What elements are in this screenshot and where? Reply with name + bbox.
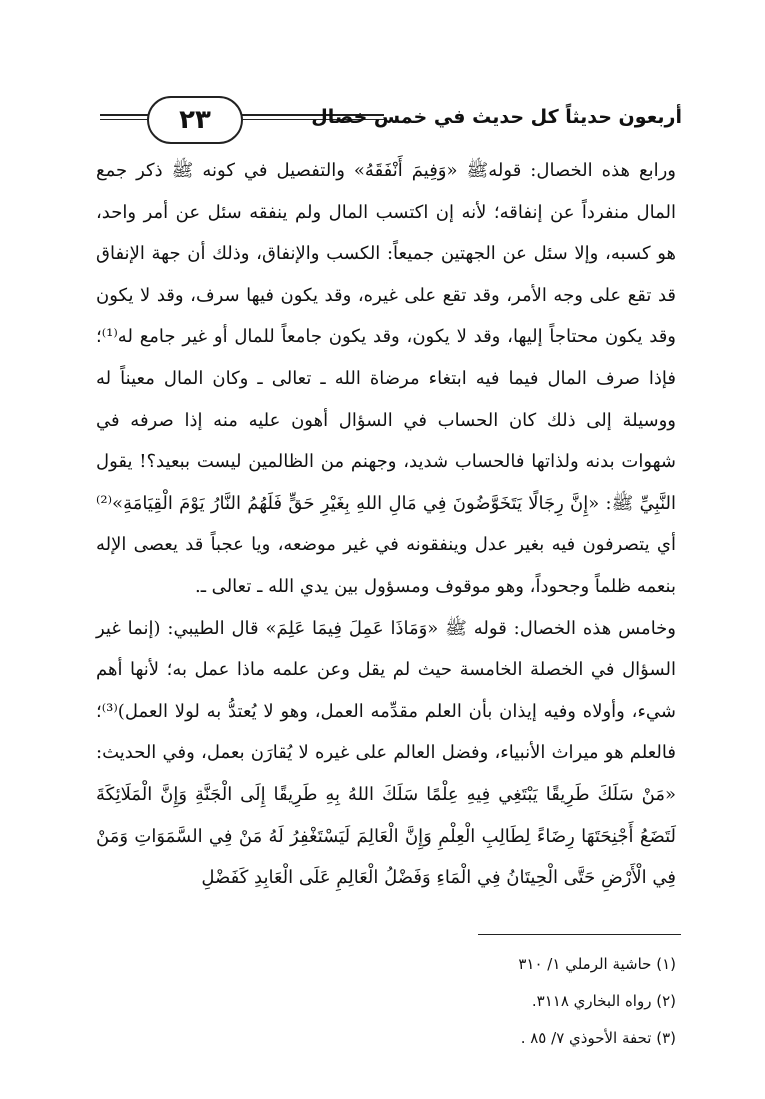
page-number: ٢٣: [147, 96, 243, 144]
main-text: [96, 150, 676, 899]
footnote-1: (١) حاشية الرملي ١/ ٣١٠: [518, 955, 676, 973]
header-rule-left-thin: [100, 119, 150, 120]
footnotes: [300, 946, 676, 1057]
book-title: أربعون حديثاً كل حديث في خمس خصال: [311, 106, 682, 128]
paragraph-fifth-trait: وخامس هذه الخصال: قوله ﷺ «وَمَاذَا عَمِلَ فِيمَا عَلِمَ» قال الطيبي: (إنما غير السؤال في الخصلة الخامسة حيث لم يقل وعن علمه ماذا عمل به؛ لأنها أهم شيء، وأولاه وفيه إيذان بأن العلم مقدِّمه العمل، وهو لا يُعتدُّ به لولا العمل)⁽³⁾؛ فالعلم هو ميراث الأنبياء، وفضل العالم على غيره لا يُقارَن بعمل، وفي الحديث: «مَنْ سَلَكَ طَرِيقًا يَبْتَغِي فِيهِ عِلْمًا سَلَكَ اللهُ بِهِ طَرِيقًا إِلَى الْجَنَّةِ وَإِنَّ الْمَلَائِكَةَ لَتَضَعُ أَجْنِحَتَهَا رِضَاءً لِطَالِبِ الْعِلْمِ وَإِنَّ الْعَالِمَ لَيَسْتَغْفِرُ لَهُ مَنْ فِي السَّمَوَاتِ وَمَنْ فِي الْأَرْضِ حَتَّى الْحِيتَانُ فِي الْمَاءِ وَفَضْلُ الْعَالِمِ عَلَى الْعَابِدِ كَفَضْلِ: [96, 617, 676, 889]
footnote-3: (٣) تحفة الأحوذي ٧/ ٨٥ .: [520, 1029, 676, 1047]
header-rule-left: [100, 114, 150, 116]
paragraph-fourth-trait: ورابع هذه الخصال: قولهﷺ «وَفِيمَ أَنْفَقَهُ» والتفصيل في كونه ﷺ ذكر جمع المال منفرداً عن إنفاقه؛ لأنه إن اكتسب المال ولم ينفقه سئل عن أمر واحد، هو كسبه، وإلا سئل عن الجهتين جميعاً: الكسب والإنفاق، وذلك أن جهة الإنفاق قد تقع على وجه الأمر، وقد تقع على غيره، وقد يكون فيها سرف، وقد لا يكون وقد يكون محتاجاً إليها، وقد لا يكون، وقد يكون جامعاً للمال أو غير جامع له⁽¹⁾؛ فإذا صرف المال فيما فيه ابتغاء مرضاة الله ـ تعالى ـ وكان المال معيناً له ووسيلة إلى ذلك كان الحساب في السؤال أهون عليه منه إذا صرفه في شهوات بدنه ولذاتها فالحساب شديد، وجهنم من الظالمين ليست ببعيد؟! يقول النَّبِيِّ ﷺ: «إِنَّ رِجَالًا يَتَخَوَّضُونَ فِي مَالِ اللهِ بِغَيْرِ حَقٍّ فَلَهُمُ النَّارُ يَوْمَ الْقِيَامَةِ»⁽²⁾ أي يتصرفون فيه بغير عدل وينفقونه في غير موضعه، ويا عجباً قد يعصى الإله بنعمه ظلماً وجحوداً، وهو موقوف ومسؤول بين يدي الله ـ تعالى ـ.: [96, 160, 676, 597]
page-header: [0, 88, 765, 148]
footnote-2: (٢) رواه البخاري ٣١١٨.: [531, 992, 676, 1010]
footnote-separator: [478, 934, 681, 935]
